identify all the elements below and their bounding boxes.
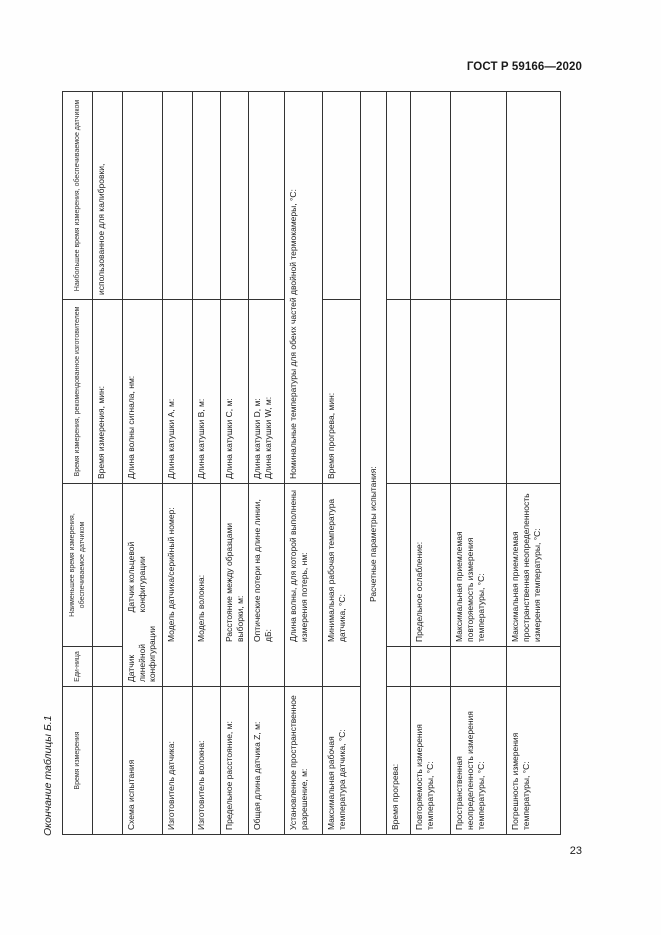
table-cell [93,687,123,835]
table-cell [193,92,221,300]
table-cell [221,92,249,300]
table-cell: Длина катушки A, м: [163,300,193,484]
table-cell: Повторяемость измерения температуры, °C: [411,687,451,835]
table-cell: Длина катушки B, м: [193,300,221,484]
table-cell [387,300,411,484]
table-row [387,92,411,835]
table-cell: Время прогрева: [387,687,411,835]
table-cell: использованное для калибровки, [93,92,123,300]
table-cell: Минимальная рабочая температура датчика, °C: [323,484,361,687]
section-title: Расчетные параметры испытания: [361,92,387,835]
table-cell [387,92,411,300]
col-header-recommended-time: Время измерения, рекомендованное изготовителем [63,300,93,484]
table-row [193,92,221,835]
table-cell [123,92,163,300]
table-cell [323,92,361,300]
col-header-max-time: Наибольшее время измерения, обеспечиваемое датчиком [63,92,93,300]
standard-code: ГОСТ Р 59166—2020 [466,61,582,73]
table-cell [451,300,507,484]
table-cell [411,300,451,484]
table-row [221,92,249,835]
table-cell: Общая длина датчика Z, м: [249,687,285,835]
table-row [123,92,163,835]
table-cell: Время измерения, мин: [93,300,123,484]
col-header-unit: Еди-ница [63,647,93,687]
page-number: 23 [569,845,582,857]
table-row [451,92,507,835]
table-cell [249,300,285,484]
table-header-row [63,92,93,835]
rotated-table [62,92,550,835]
table-cell [411,647,451,687]
table-row [323,92,361,835]
table-cell: Расстояние между образцами выборки, м: [221,484,249,687]
table-cell: Пространственная неопределенность измерения температуры, °C: [451,687,507,835]
table-cell [163,92,193,300]
table-cell [507,92,561,300]
table-cell: Изготовитель датчика: [163,687,193,835]
table-cell: Длина волны, для которой выполнены измерения потерь, нм: [285,484,323,687]
table-cell: Максимальная приемлемая повторяемость измерения температуры, °C: [451,484,507,647]
table-cell [93,484,123,647]
table-cell [93,647,123,687]
table-cell: Номинальные температуры для обеих частей двойной термокамеры, °C: [285,92,323,484]
table-row [249,92,285,835]
table-cell-text: Датчик линейной конфигурации [126,625,158,682]
table-cell: Время прогрева, мин: [323,300,361,484]
table-cell: Предельное расстояние, м: [221,687,249,835]
col-header-measurement-time: Время измерения [63,687,93,835]
table-cell: Длина волны сигнала, нм: [123,300,163,484]
table-row [507,92,561,835]
table-row [285,92,323,835]
table-cell [451,92,507,300]
table-cell [507,300,561,484]
table-cell: Предельное ослабление: [411,484,451,647]
table-cell [507,647,561,687]
col-header-min-time: Наименьшее время измерения, обеспечиваемое датчиком [63,484,93,647]
table-cell [411,92,451,300]
table-cell: Погрешность измерения температуры, °C: [507,687,561,835]
table-cell: Установленное пространственное разрешение, м: [285,687,323,835]
table-cell: Изготовитель волокна: [193,687,221,835]
table-cell-text: Длина катушки D, м: [252,398,263,479]
table-cell [123,484,163,687]
table-cell: Максимальная приемлемая пространственная неопределенность измерения температуры, °C: [507,484,561,647]
table-cell: Схема испытания [123,687,163,835]
table-row [93,92,123,835]
table-cell [249,92,285,300]
table-cell: Модель датчика/серийный номер: [163,484,193,687]
table-row [163,92,193,835]
table-cell-text: Длина катушки W, м: [262,396,273,479]
table-cell: Оптические потери на длине линии, дБ: [249,484,285,687]
table-cell [451,647,507,687]
table-row [411,92,451,835]
table-cell-text: Датчик кольцевой конфигурации [126,541,147,613]
measurement-table [62,91,561,835]
table-cell: Модель волокна: [193,484,221,687]
table-caption: Окончание таблицы Б.1 [42,715,54,836]
table-cell [387,484,411,647]
table-cell: Максимальная рабочая температура датчика, °C: [323,687,361,835]
table-cell [387,647,411,687]
table-section-row [361,92,387,835]
table-cell: Длина катушки C, м: [221,300,249,484]
